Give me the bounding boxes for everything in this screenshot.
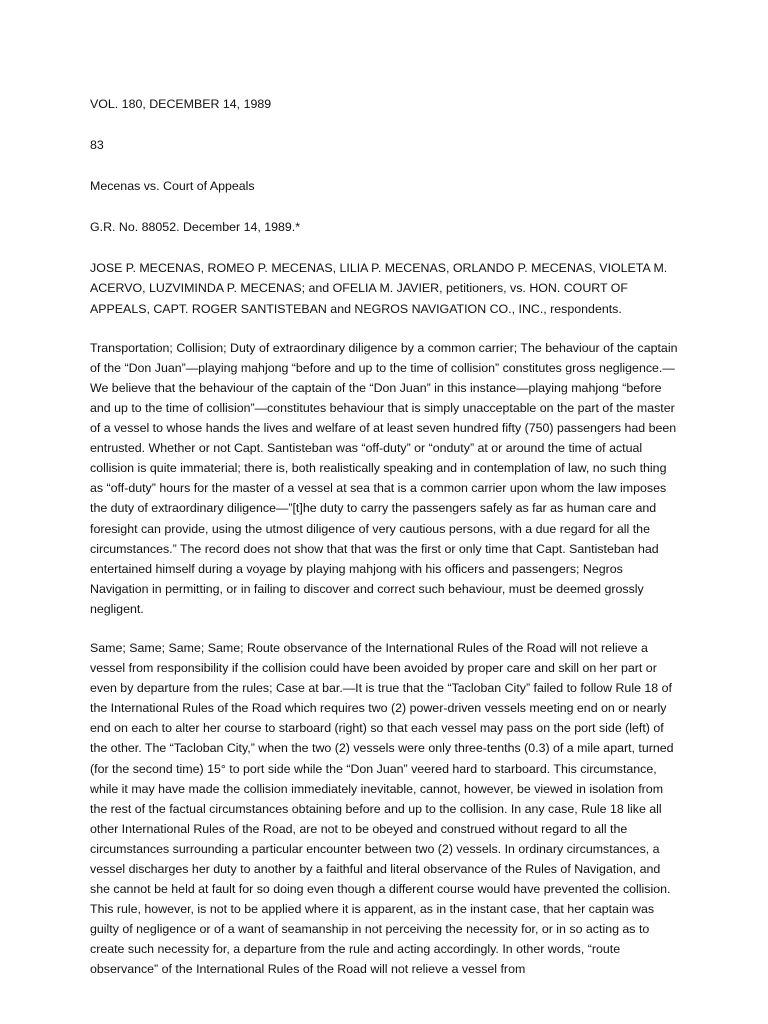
document-body (90, 94, 682, 999)
case-title: Mecenas vs. Court of Appeals (90, 179, 255, 194)
gr-number: G.R. No. 88052. December 14, 1989.* (90, 220, 301, 235)
volume-line: VOL. 180, DECEMBER 14, 1989 (90, 97, 272, 111)
page-number: 83 (90, 138, 104, 153)
syllabus-paragraph-1: Transportation; Collision; Duty of extraordinary diligence by a common carrier; The behaviour of the captain of the “Don Juan”—playing mahjong “before and up to the time of collision” constitutes gross negligence.—We believe that the behaviour of the captain of the “Don Juan” in this instance—playing mahjong “before and up to the time of collision”—constitutes behaviour that is simply unacceptable on the part of the master of a vessel to whose hands the lives and welfare of at least seven hundred fifty (750) passengers had been entrusted. Whether or not Capt. Santisteban was “off-duty” or “onduty” at or around the time of actual collision is quite immaterial; there is, both realistically speaking and in contemplation of law, no such thing as “off-duty” hours for the master of a vessel at sea that is a common carrier upon whom the law imposes the duty of extraordinary diligence—”[t]he duty to carry the passengers safely as far as human care and foresight can provide, using the utmost diligence of very cautious persons, with a due regard for all the circumstances.” The record does not show that that was the first or only time that Capt. Santisteban had entertained himself during a voyage by playing mahjong with his officers and passengers; Negros Navigation in permitting, or in failing to discover and correct such behaviour, must be deemed grossly negligent. (90, 340, 678, 616)
syllabus-paragraph-2: Same; Same; Same; Same; Route observance of the International Rules of the Road will not relieve a vessel from responsibility if the collision could have been avoided by proper care and skill on her part or even by departure from the rules; Case at bar.—It is true that the “Tacloban City” failed to follow Rule 18 of the International Rules of the Road which requires two (2) power-driven vessels meeting end on or nearly end on each to alter her course to starboard (right) so that each vessel may pass on the port side (left) of the other. The “Tacloban City,” when the two (2) vessels were only three-tenths (0.3) of a mile apart, turned (for the second time) 15° to port side while the “Don Juan” veered hard to starboard. This circumstance, while it may have made the collision immediately inevitable, cannot, however, be viewed in isolation from the rest of the factual circumstances obtaining before and up to the collision. In any case, Rule 18 like all other International Rules of the Road, are not to be obeyed and construed without regard to all the circumstances surrounding a particular encounter between two (2) vessels. In ordinary circumstances, a vessel discharges her duty to another by a faithful and literal observance of the Rules of Navigation, and she cannot be held at fault for so doing even though a different course would have prevented the collision. This rule, however, is not to be applied where it is apparent, as in the instant case, that her captain was guilty of negligence or of a want of seamanship in not perceiving the necessity for, or in so acting as to create such necessity for, a departure from the rule and acting accordingly. In other words, “route observance” of the International Rules of the Road will not relieve a vessel from (90, 640, 674, 977)
parties-paragraph: JOSE P. MECENAS, ROMEO P. MECENAS, LILIA P. MECENAS, ORLANDO P. MECENAS, VIOLETA M. ACERVO, LUZVIMINDA P. MECENAS; and OFELIA M. JAVIER, petitioners, vs. HON. COURT OF APPEALS, CAPT. ROGER SANTISTEBAN and NEGROS NAVIGATION CO., INC., respondents. (90, 261, 668, 316)
